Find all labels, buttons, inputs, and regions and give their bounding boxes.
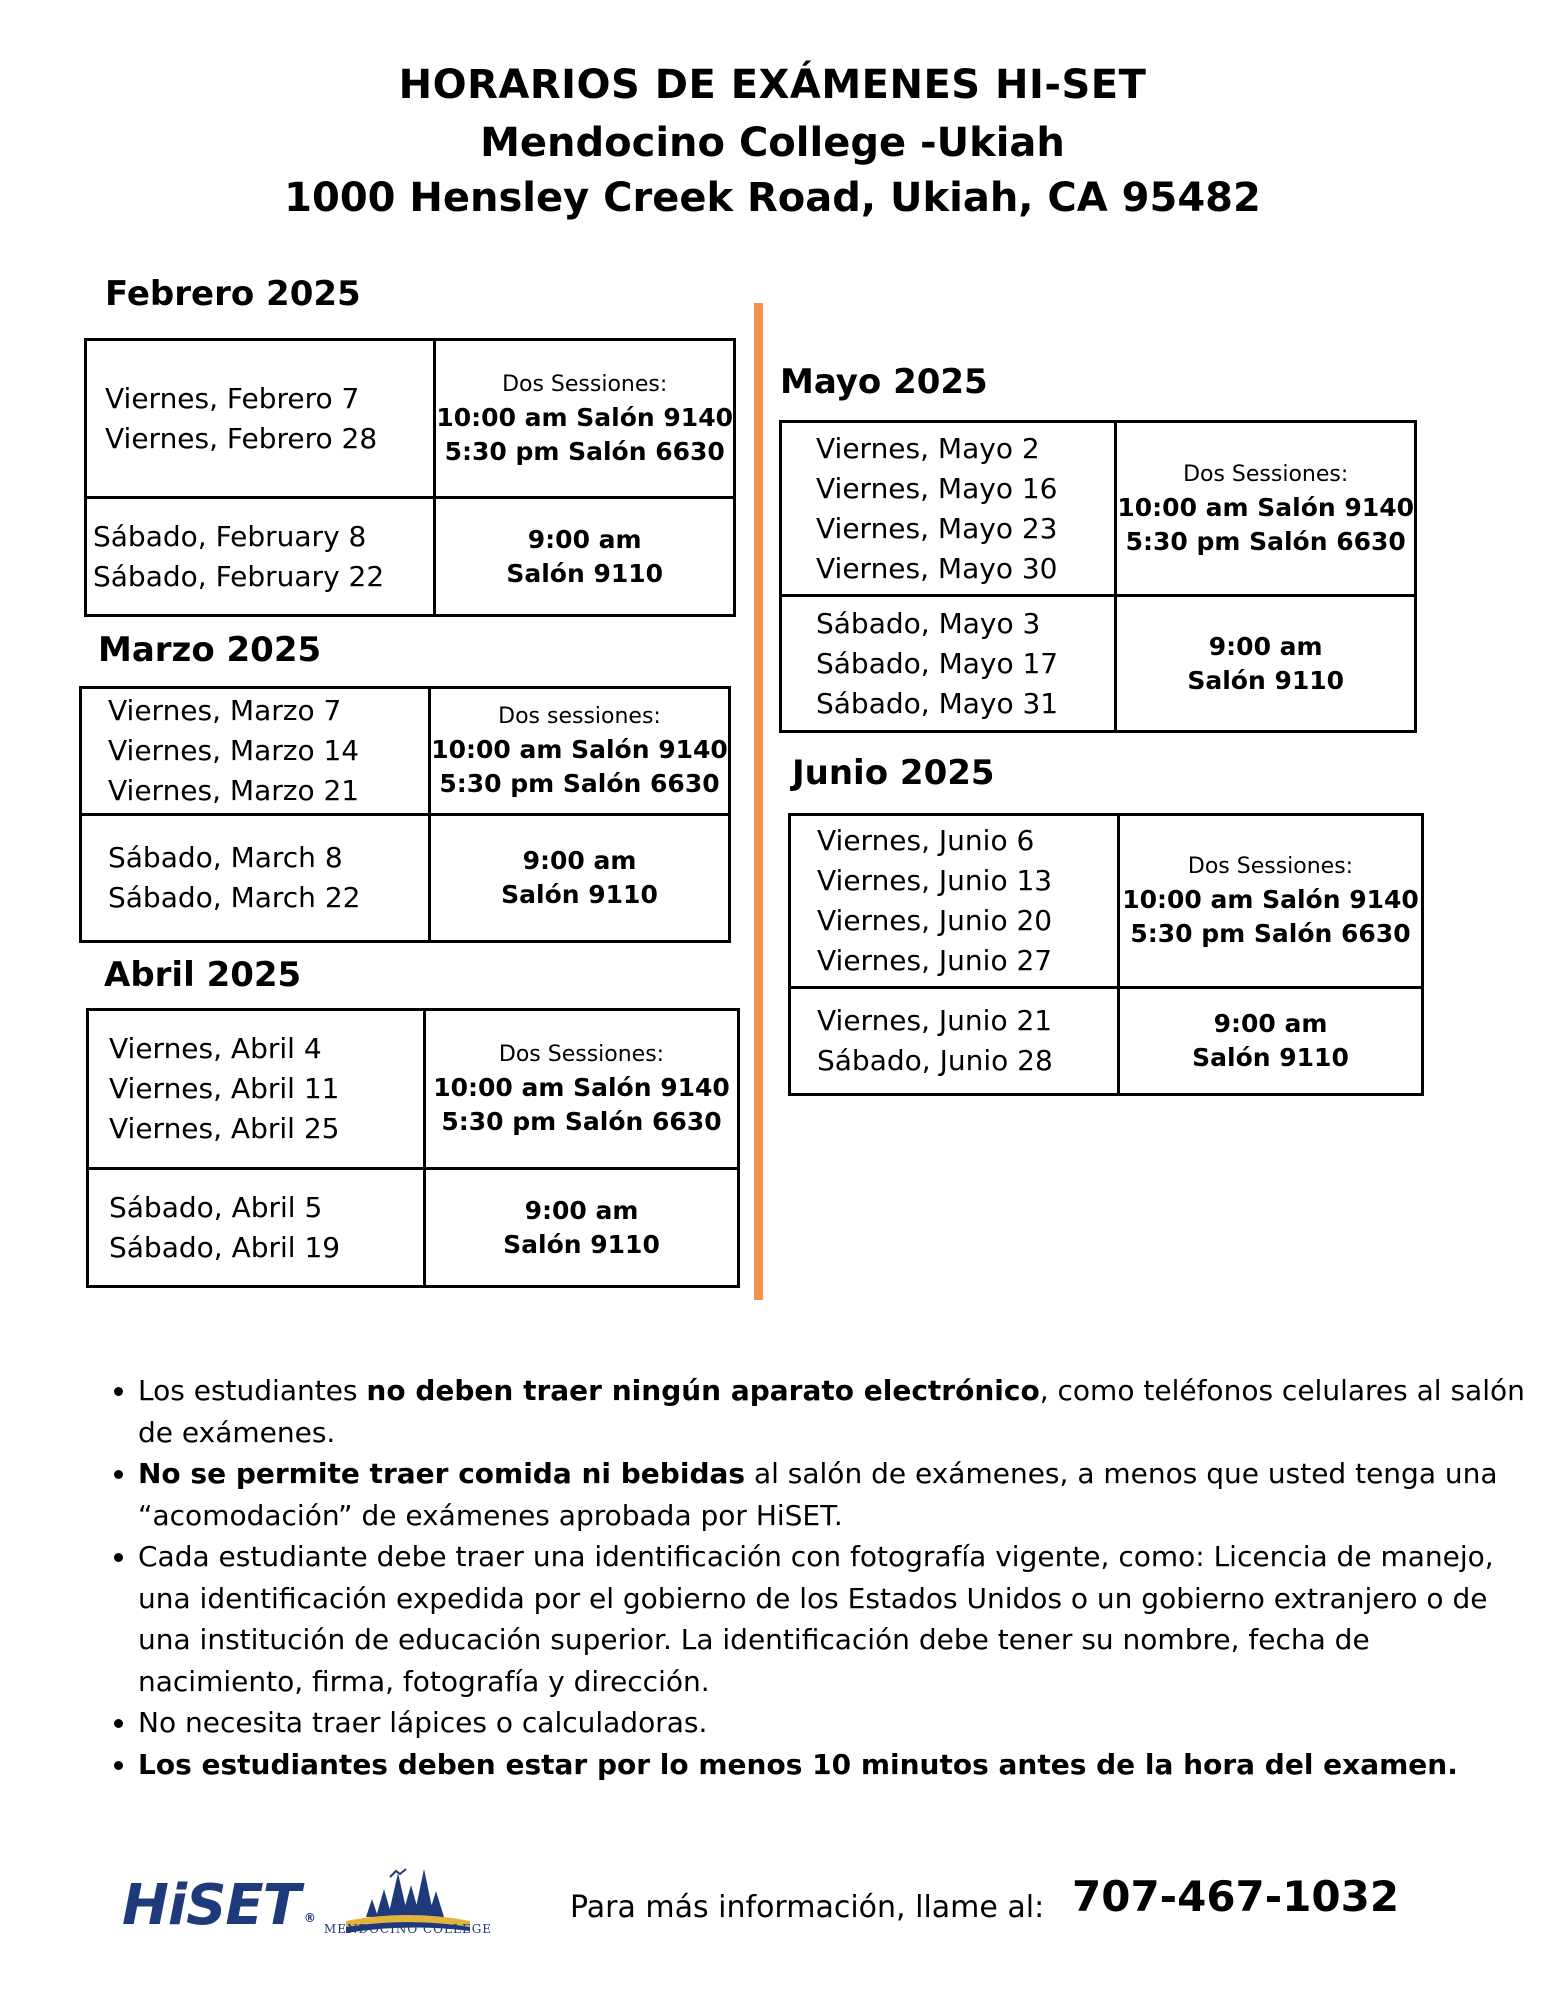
times-cell [430,688,730,815]
date-line: Sábado, Mayo 3 [816,606,1041,640]
page-title: HORARIOS DE EXÁMENES HI-SET [398,62,1147,108]
dates-cell [86,498,435,616]
times-cell [425,1169,739,1287]
rule-text: , como teléfonos celulares al salón de exámenes. [138,1374,1525,1449]
date-line: Viernes, Mayo 2 [816,431,1040,465]
dates-cell [781,596,1116,732]
rule-item [138,1453,1538,1536]
rule-text: Cada estudiante debe traer una identificación con fotografía vigente, como: Licencia de manejo, una identificación expedida por el gobierno de los Estados Unidos o un gobierno extranjero o de una institución de educación superior. La identificación debe tener su nombre, fecha de nacimiento, firma, fotografía y dirección. [138,1540,1494,1698]
hiset-logo-text: HiSET [122,1873,300,1938]
date-line: Sábado, Junio 28 [817,1044,1053,1077]
college-logo-text: MENDOCINO COLLEGE [323,1922,493,1936]
dates-cell [781,422,1116,596]
rule-emphasis: Los estudiantes deben estar por lo menos 10 minutos antes de la hora del examen. [138,1747,1458,1781]
session-label: Dos sessiones: [498,704,661,729]
times-cell [430,815,730,942]
session-time: 5:30 pm Salón 6630 [1125,526,1406,556]
session-label: Dos Sessiones: [1187,854,1354,879]
session-label: Dos Sessiones: [498,1042,665,1067]
date-line: Viernes, Junio 20 [817,904,1053,937]
month-title-mar: Marzo 2025 [98,630,322,670]
times-cell [1119,988,1423,1095]
rule-text: al salón de exámenes, a menos que usted tenga una “acomodación” de exámenes aprobada por HiSET. [138,1457,1498,1532]
dates-cell [790,988,1119,1095]
date-line: Sábado, Abril 19 [109,1230,341,1264]
date-line: Viernes, Marzo 21 [108,774,360,807]
date-line: Viernes, Febrero 28 [105,421,378,455]
date-line: Viernes, Abril 11 [109,1072,340,1105]
date-line: Viernes, Mayo 16 [816,471,1058,505]
month-title-may: Mayo 2025 [780,362,988,402]
date-line: Viernes, Marzo 7 [108,694,342,727]
rule-text: No necesita traer lápices o calculadoras. [138,1706,708,1739]
rule-item [138,1744,1538,1786]
date-line: Viernes, Marzo 14 [108,734,360,767]
rule-emphasis: no deben traer ningún aparato electrónico [366,1374,1040,1407]
rule-text: Los estudiantes [138,1374,367,1407]
dates-cell [790,815,1119,988]
date-line: Sábado, March 8 [108,841,343,874]
dates-cell [81,688,430,815]
date-line: Viernes, Mayo 30 [816,551,1058,585]
times-cell [435,498,735,616]
date-line: Viernes, Mayo 23 [816,511,1058,545]
rule-item [138,1370,1538,1453]
session-time: 9:00 am [524,1195,639,1225]
mendocino-college-logo [318,1855,498,1955]
registered-mark: ® [303,1911,315,1925]
trees-icon [366,1869,444,1917]
date-line: Viernes, Junio 13 [817,864,1053,897]
hiset-logo [122,1873,315,1938]
rule-emphasis: No se permite traer comida ni bebidas [138,1457,746,1490]
times-cell [1116,422,1416,596]
date-line: Sábado, Abril 5 [109,1190,323,1224]
times-cell [435,340,735,498]
month-title-apr: Abril 2025 [104,955,302,995]
session-time: 9:00 am [527,524,642,554]
session-time: 5:30 pm Salón 6630 [1130,919,1411,948]
date-line: Viernes, Junio 27 [817,944,1053,977]
phone-number: 707-467-1032 [1072,1872,1400,1921]
dates-cell [88,1010,425,1169]
times-cell [1116,596,1416,732]
dates-cell [86,340,435,498]
info-label: Para más información, llame al: [570,1890,1045,1925]
session-room: Salón 9110 [503,1229,660,1259]
session-time: 10:00 am Salón 9140 [433,1073,730,1102]
rules-list [100,1370,1538,1785]
month-title-jun: Junio 2025 [792,753,995,793]
session-time: 10:00 am Salón 9140 [431,735,728,764]
session-label: Dos Sessiones: [1183,461,1349,487]
times-cell [1119,815,1423,988]
dates-cell [88,1169,425,1287]
schedule-table-may [779,420,1417,733]
date-line: Viernes, Junio 6 [817,824,1035,857]
date-line: Sábado, February 22 [93,559,385,593]
schedule-table-apr [86,1008,740,1288]
month-title-feb: Febrero 2025 [105,274,361,314]
session-room: Salón 9110 [1192,1043,1349,1072]
dates-cell [81,815,430,942]
rule-item [138,1536,1538,1702]
location-address: 1000 Hensley Creek Road, Ukiah, CA 95482 [284,175,1261,221]
session-room: Salón 9110 [1187,665,1345,695]
session-time: 9:00 am [522,846,637,875]
session-room: Salón 9110 [501,880,658,909]
session-time: 10:00 am Salón 9140 [1122,885,1419,914]
session-label: Dos Sessiones: [502,371,668,397]
date-line: Sábado, Mayo 17 [816,646,1059,680]
session-time: 10:00 am Salón 9140 [1117,492,1414,522]
date-line: Viernes, Abril 25 [109,1112,340,1145]
date-line: Sábado, February 8 [93,519,367,553]
schedule-table-feb [84,338,736,617]
session-time: 5:30 pm Salón 6630 [441,1107,722,1136]
date-line: Sábado, Mayo 31 [816,686,1059,720]
session-time: 9:00 am [1208,631,1323,661]
date-line: Viernes, Abril 4 [109,1032,322,1065]
schedule-table-mar [79,686,731,943]
session-room: Salón 9110 [506,558,664,588]
session-time: 9:00 am [1213,1009,1328,1038]
date-line: Viernes, Febrero 7 [105,381,360,415]
rule-item [138,1702,1538,1744]
column-divider [754,303,763,1300]
session-time: 5:30 pm Salón 6630 [444,436,725,466]
date-line: Viernes, Junio 21 [817,1004,1053,1037]
session-time: 10:00 am Salón 9140 [436,402,733,432]
location-name: Mendocino College -Ukiah [480,120,1065,166]
schedule-table-jun [788,813,1424,1096]
session-time: 5:30 pm Salón 6630 [439,769,720,798]
date-line: Sábado, March 22 [108,881,361,914]
times-cell [425,1010,739,1169]
